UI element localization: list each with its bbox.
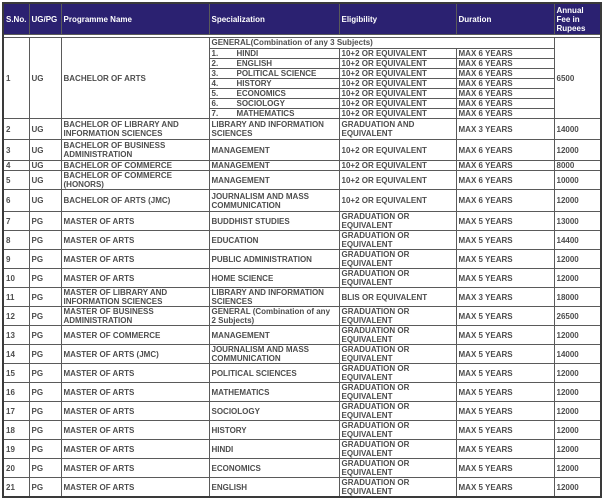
cell-duration: MAX 5 YEARS <box>456 364 554 383</box>
subject-name: ECONOMICS <box>236 89 286 98</box>
cell-specialization: LIBRARY AND INFORMATION SCIENCES <box>209 288 339 307</box>
cell-fee: 12000 <box>554 421 601 440</box>
cell-eligibility: GRADUATION OR EQUIVALENT <box>339 307 456 326</box>
cell-sno: 20 <box>3 459 29 478</box>
cell-duration: MAX 6 YEARS <box>456 140 554 161</box>
cell-specialization: LIBRARY AND INFORMATION SCIENCES <box>209 119 339 140</box>
cell-fee: 10000 <box>554 171 601 190</box>
cell-level: PG <box>29 231 61 250</box>
cell-sno: 9 <box>3 250 29 269</box>
cell-level: UG <box>29 119 61 140</box>
table-row <box>3 421 601 440</box>
cell-sno: 17 <box>3 402 29 421</box>
cell-programme: MASTER OF ARTS <box>61 364 209 383</box>
cell-programme: BACHELOR OF LIBRARY AND INFORMATION SCIENCES <box>61 119 209 140</box>
cell-specialization: PUBLIC ADMINISTRATION <box>209 250 339 269</box>
cell-duration: MAX 6 YEARS <box>456 49 554 59</box>
cell-fee: 12000 <box>554 250 601 269</box>
cell-fee: 12000 <box>554 269 601 288</box>
cell-specialization: EDUCATION <box>209 231 339 250</box>
subject-name: MATHEMATICS <box>236 109 295 118</box>
cell-duration: MAX 5 YEARS <box>456 231 554 250</box>
cell-programme: BACHELOR OF ARTS <box>61 38 209 119</box>
cell-duration: MAX 3 YEARS <box>456 288 554 307</box>
cell-specialization <box>209 49 339 59</box>
cell-eligibility: GRADUATION OR EQUIVALENT <box>339 383 456 402</box>
cell-eligibility: GRADUATION OR EQUIVALENT <box>339 345 456 364</box>
table-row <box>3 190 601 212</box>
cell-programme: MASTER OF ARTS <box>61 421 209 440</box>
table-row <box>3 250 601 269</box>
cell-eligibility: GRADUATION OR EQUIVALENT <box>339 478 456 498</box>
cell-specialization: MATHEMATICS <box>209 383 339 402</box>
cell-fee: 12000 <box>554 364 601 383</box>
cell-level: UG <box>29 140 61 161</box>
cell-specialization <box>209 99 339 109</box>
subject-number: 3. <box>211 69 219 78</box>
column-header: Specialization <box>209 3 339 35</box>
cell-duration: MAX 5 YEARS <box>456 345 554 364</box>
cell-level: PG <box>29 288 61 307</box>
subject-number: 5. <box>211 89 219 98</box>
cell-fee: 14000 <box>554 345 601 364</box>
cell-specialization: GENERAL (Combination of any 2 Subjects) <box>209 307 339 326</box>
cell-specialization <box>209 69 339 79</box>
cell-eligibility: GRADUATION OR EQUIVALENT <box>339 421 456 440</box>
cell-specialization: HINDI <box>209 440 339 459</box>
cell-specialization <box>209 79 339 89</box>
programmes-fee-table <box>2 2 602 498</box>
cell-level: PG <box>29 459 61 478</box>
cell-sno: 18 <box>3 421 29 440</box>
cell-fee: 14000 <box>554 119 601 140</box>
cell-specialization: MANAGEMENT <box>209 171 339 190</box>
cell-level: PG <box>29 307 61 326</box>
cell-fee: 12000 <box>554 459 601 478</box>
cell-level: PG <box>29 402 61 421</box>
cell-specialization: JOURNALISM AND MASS COMMUNICATION <box>209 345 339 364</box>
cell-eligibility: 10+2 OR EQUIVALENT <box>339 79 456 89</box>
column-header: Annual Fee in Rupees <box>554 3 601 35</box>
cell-level: PG <box>29 326 61 345</box>
table-row <box>3 440 601 459</box>
cell-eligibility: 10+2 OR EQUIVALENT <box>339 99 456 109</box>
cell-duration: MAX 5 YEARS <box>456 402 554 421</box>
cell-eligibility: 10+2 OR EQUIVALENT <box>339 69 456 79</box>
cell-duration: MAX 5 YEARS <box>456 440 554 459</box>
cell-fee: 12000 <box>554 402 601 421</box>
cell-eligibility: 10+2 OR EQUIVALENT <box>339 171 456 190</box>
table-row <box>3 140 601 161</box>
cell-duration: MAX 5 YEARS <box>456 307 554 326</box>
cell-programme: MASTER OF LIBRARY AND INFORMATION SCIENCES <box>61 288 209 307</box>
table-row <box>3 171 601 190</box>
cell-duration: MAX 5 YEARS <box>456 459 554 478</box>
cell-level: PG <box>29 345 61 364</box>
cell-programme: MASTER OF COMMERCE <box>61 326 209 345</box>
cell-sno: 2 <box>3 119 29 140</box>
cell-fee: 12000 <box>554 478 601 498</box>
cell-specialization <box>209 59 339 69</box>
cell-sno: 21 <box>3 478 29 498</box>
cell-eligibility: GRADUATION OR EQUIVALENT <box>339 212 456 231</box>
cell-duration: MAX 5 YEARS <box>456 383 554 402</box>
cell-programme: MASTER OF ARTS (JMC) <box>61 345 209 364</box>
cell-duration: MAX 5 YEARS <box>456 269 554 288</box>
cell-eligibility: GRADUATION OR EQUIVALENT <box>339 231 456 250</box>
cell-programme: BACHELOR OF BUSINESS ADMINISTRATION <box>61 140 209 161</box>
cell-fee: 26500 <box>554 307 601 326</box>
column-header: UG/PG <box>29 3 61 35</box>
cell-level: PG <box>29 250 61 269</box>
cell-fee: 12000 <box>554 140 601 161</box>
cell-eligibility: 10+2 OR EQUIVALENT <box>339 109 456 119</box>
cell-level: UG <box>29 190 61 212</box>
cell-sno: 15 <box>3 364 29 383</box>
cell-sno: 7 <box>3 212 29 231</box>
cell-duration: MAX 6 YEARS <box>456 99 554 109</box>
cell-duration: MAX 6 YEARS <box>456 190 554 212</box>
cell-specialization <box>209 89 339 99</box>
cell-programme: MASTER OF ARTS <box>61 440 209 459</box>
cell-specialization: HISTORY <box>209 421 339 440</box>
cell-duration: MAX 6 YEARS <box>456 59 554 69</box>
cell-specialization: MANAGEMENT <box>209 140 339 161</box>
cell-level: PG <box>29 383 61 402</box>
cell-sno: 19 <box>3 440 29 459</box>
cell-eligibility: GRADUATION OR EQUIVALENT <box>339 364 456 383</box>
column-header: S.No. <box>3 3 29 35</box>
column-header: Programme Name <box>61 3 209 35</box>
cell-programme: MASTER OF ARTS <box>61 212 209 231</box>
table-row <box>3 364 601 383</box>
cell-duration: MAX 6 YEARS <box>456 89 554 99</box>
cell-eligibility: GRADUATION OR EQUIVALENT <box>339 250 456 269</box>
cell-eligibility: GRADUATION OR EQUIVALENT <box>339 459 456 478</box>
cell-eligibility: 10+2 OR EQUIVALENT <box>339 190 456 212</box>
cell-level: UG <box>29 161 61 171</box>
cell-specialization: MANAGEMENT <box>209 326 339 345</box>
cell-eligibility: GRADUATION AND EQUIVALENT <box>339 119 456 140</box>
cell-programme: MASTER OF ARTS <box>61 459 209 478</box>
table-row <box>3 383 601 402</box>
cell-programme: MASTER OF ARTS <box>61 478 209 498</box>
cell-sno: 4 <box>3 161 29 171</box>
cell-duration: MAX 6 YEARS <box>456 161 554 171</box>
cell-sno: 8 <box>3 231 29 250</box>
cell-sno: 16 <box>3 383 29 402</box>
cell-duration: MAX 5 YEARS <box>456 250 554 269</box>
cell-fee: 13000 <box>554 212 601 231</box>
cell-general-heading: GENERAL(Combination of any 3 Subjects) <box>209 38 554 49</box>
subject-name: POLITICAL SCIENCE <box>236 69 317 78</box>
cell-specialization <box>209 109 339 119</box>
table-row <box>3 38 601 49</box>
cell-duration: MAX 6 YEARS <box>456 171 554 190</box>
table-row <box>3 459 601 478</box>
cell-level: UG <box>29 171 61 190</box>
cell-duration: MAX 5 YEARS <box>456 421 554 440</box>
cell-fee: 6500 <box>554 38 601 119</box>
cell-level: PG <box>29 440 61 459</box>
table-row <box>3 478 601 498</box>
cell-eligibility: GRADUATION OR EQUIVALENT <box>339 326 456 345</box>
cell-programme: MASTER OF ARTS <box>61 269 209 288</box>
cell-fee: 8000 <box>554 161 601 171</box>
cell-duration: MAX 6 YEARS <box>456 109 554 119</box>
cell-eligibility: 10+2 OR EQUIVALENT <box>339 161 456 171</box>
header-row <box>3 3 601 35</box>
table-row <box>3 326 601 345</box>
table-row <box>3 307 601 326</box>
cell-programme: MASTER OF ARTS <box>61 402 209 421</box>
cell-specialization: ECONOMICS <box>209 459 339 478</box>
table-row <box>3 231 601 250</box>
cell-sno: 3 <box>3 140 29 161</box>
cell-sno: 1 <box>3 38 29 119</box>
table-row <box>3 119 601 140</box>
cell-eligibility: GRADUATION OR EQUIVALENT <box>339 402 456 421</box>
cell-specialization: BUDDHIST STUDIES <box>209 212 339 231</box>
cell-sno: 10 <box>3 269 29 288</box>
cell-programme: BACHELOR OF ARTS (JMC) <box>61 190 209 212</box>
cell-specialization: HOME SCIENCE <box>209 269 339 288</box>
subject-number: 6. <box>211 99 219 108</box>
cell-sno: 14 <box>3 345 29 364</box>
subject-name: HISTORY <box>236 79 272 88</box>
column-header: Duration <box>456 3 554 35</box>
cell-specialization: ENGLISH <box>209 478 339 498</box>
table-header <box>3 3 601 35</box>
cell-sno: 5 <box>3 171 29 190</box>
cell-eligibility: GRADUATION OR EQUIVALENT <box>339 269 456 288</box>
cell-duration: MAX 6 YEARS <box>456 79 554 89</box>
cell-fee: 12000 <box>554 190 601 212</box>
cell-level: PG <box>29 269 61 288</box>
cell-fee: 12000 <box>554 383 601 402</box>
cell-duration: MAX 5 YEARS <box>456 478 554 498</box>
cell-sno: 12 <box>3 307 29 326</box>
table-row <box>3 269 601 288</box>
subject-number: 7. <box>211 109 219 118</box>
subject-number: 4. <box>211 79 219 88</box>
cell-sno: 13 <box>3 326 29 345</box>
cell-fee: 18000 <box>554 288 601 307</box>
cell-fee: 12000 <box>554 440 601 459</box>
column-header: Eligibility <box>339 3 456 35</box>
cell-level: PG <box>29 421 61 440</box>
subject-name: SOCIOLOGY <box>236 99 285 108</box>
cell-programme: MASTER OF BUSINESS ADMINISTRATION <box>61 307 209 326</box>
cell-specialization: JOURNALISM AND MASS COMMUNICATION <box>209 190 339 212</box>
cell-duration: MAX 5 YEARS <box>456 326 554 345</box>
cell-specialization: MANAGEMENT <box>209 161 339 171</box>
cell-eligibility: 10+2 OR EQUIVALENT <box>339 59 456 69</box>
cell-level: UG <box>29 38 61 119</box>
cell-programme: MASTER OF ARTS <box>61 250 209 269</box>
cell-level: PG <box>29 364 61 383</box>
cell-programme: MASTER OF ARTS <box>61 231 209 250</box>
cell-programme: BACHELOR OF COMMERCE <box>61 161 209 171</box>
table-row <box>3 161 601 171</box>
table-row <box>3 345 601 364</box>
cell-level: PG <box>29 212 61 231</box>
table-row <box>3 212 601 231</box>
table-row <box>3 402 601 421</box>
cell-duration: MAX 3 YEARS <box>456 119 554 140</box>
cell-duration: MAX 5 YEARS <box>456 212 554 231</box>
cell-programme: BACHELOR OF COMMERCE (HONORS) <box>61 171 209 190</box>
subject-number: 1. <box>211 49 219 58</box>
cell-fee: 12000 <box>554 326 601 345</box>
subject-name: HINDI <box>236 49 259 58</box>
cell-eligibility: GRADUATION OR EQUIVALENT <box>339 440 456 459</box>
cell-eligibility: 10+2 OR EQUIVALENT <box>339 140 456 161</box>
subject-name: ENGLISH <box>236 59 273 68</box>
cell-eligibility: 10+2 OR EQUIVALENT <box>339 49 456 59</box>
cell-eligibility: BLIS OR EQUIVALENT <box>339 288 456 307</box>
cell-sno: 6 <box>3 190 29 212</box>
cell-duration: MAX 6 YEARS <box>456 69 554 79</box>
cell-sno: 11 <box>3 288 29 307</box>
cell-specialization: SOCIOLOGY <box>209 402 339 421</box>
cell-eligibility: 10+2 OR EQUIVALENT <box>339 89 456 99</box>
cell-programme: MASTER OF ARTS <box>61 383 209 402</box>
table-row <box>3 288 601 307</box>
subject-number: 2. <box>211 59 219 68</box>
cell-level: PG <box>29 478 61 498</box>
cell-specialization: POLITICAL SCIENCES <box>209 364 339 383</box>
cell-fee: 14400 <box>554 231 601 250</box>
